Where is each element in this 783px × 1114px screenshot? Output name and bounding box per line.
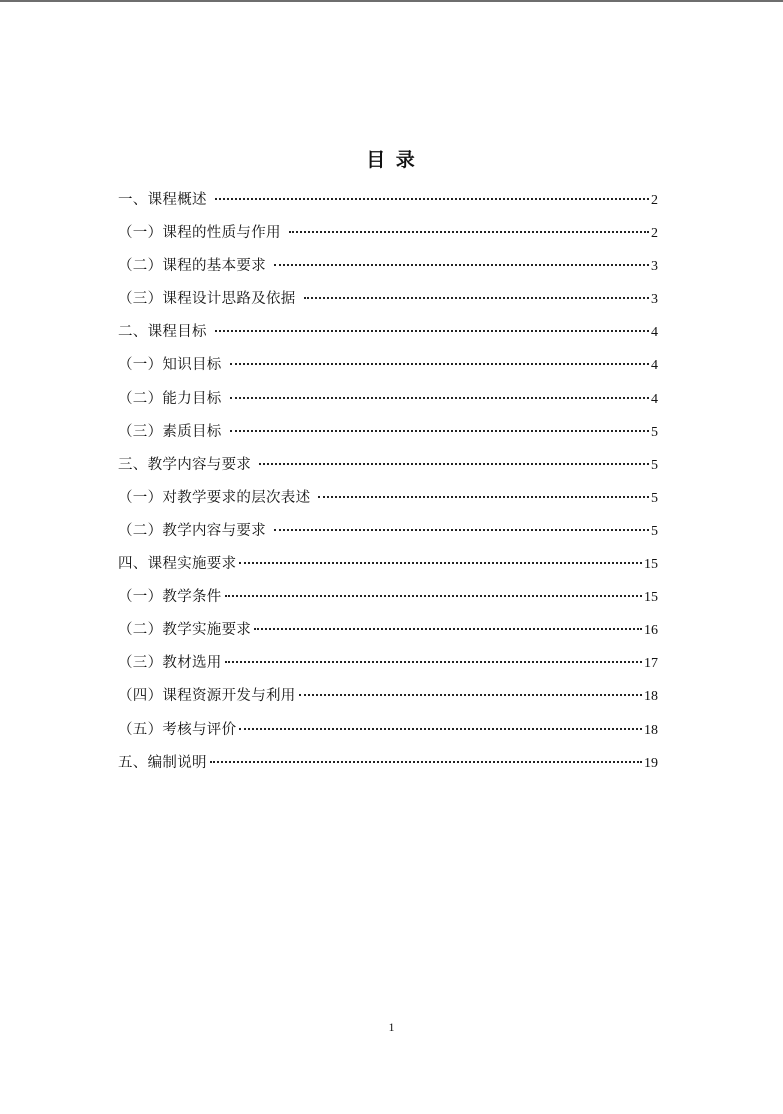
toc-entry[interactable] — [118, 252, 658, 285]
toc-entry-label: （三）教材选用 — [118, 655, 222, 672]
toc-dot-leader — [230, 430, 649, 432]
toc-entry-page-number: 4 — [651, 391, 658, 407]
toc-entry-page-number: 3 — [651, 259, 658, 275]
toc-entry-page-number: 5 — [651, 457, 658, 473]
toc-entry-label: 五、编制说明 — [118, 754, 207, 771]
toc-dot-leader — [239, 728, 642, 730]
toc-entry-page-number: 2 — [651, 226, 658, 242]
toc-entry-label: 一、课程概述 — [118, 192, 207, 208]
toc-entry-label: （二）课程的基本要求 — [118, 258, 266, 275]
toc-entry-label: （一）课程的性质与作用 — [118, 225, 281, 242]
toc-entry[interactable] — [118, 517, 658, 550]
toc-dot-leader — [318, 496, 649, 498]
toc-entry-label: （二）教学实施要求 — [118, 622, 252, 639]
toc-dot-leader — [304, 297, 649, 299]
toc-entry[interactable] — [118, 550, 658, 583]
toc-entry[interactable] — [118, 583, 658, 616]
toc-entry-label: （三）素质目标 — [118, 423, 222, 440]
toc-dot-leader — [254, 628, 642, 630]
toc-dot-leader — [215, 198, 649, 200]
toc-entry[interactable] — [118, 716, 658, 749]
toc-dot-leader — [289, 231, 649, 233]
toc-dot-leader — [274, 264, 649, 266]
toc-dot-leader — [215, 330, 649, 332]
toc-entry-page-number: 4 — [651, 325, 658, 341]
toc-entry-page-number: 4 — [651, 358, 658, 374]
toc-dot-leader — [225, 595, 642, 597]
toc-entry-page-number: 5 — [651, 523, 658, 539]
toc-entry[interactable] — [118, 219, 658, 252]
toc-entry-label: （一）教学条件 — [118, 589, 222, 606]
toc-entry-label: （一）知识目标 — [118, 357, 222, 374]
toc-entry-label: （四）课程资源开发与利用 — [118, 688, 296, 705]
toc-dot-leader — [239, 562, 642, 564]
toc-entry[interactable] — [118, 451, 658, 484]
toc-entry[interactable] — [118, 186, 658, 219]
toc-entry[interactable] — [118, 649, 658, 682]
toc-dot-leader — [274, 529, 649, 531]
toc-entry[interactable] — [118, 682, 658, 715]
toc-entry[interactable] — [118, 418, 658, 451]
toc-entry-label: 四、课程实施要求 — [118, 556, 237, 573]
toc-entry-label: 二、课程目标 — [118, 324, 207, 341]
toc-entry-page-number: 5 — [651, 490, 658, 506]
toc-entry-label: 三、教学内容与要求 — [118, 456, 252, 473]
toc-entry-page-number: 2 — [651, 193, 658, 208]
toc-entry-page-number: 15 — [644, 590, 658, 606]
toc-entry[interactable] — [118, 484, 658, 517]
toc-dot-leader — [230, 397, 649, 399]
toc-entry-page-number: 18 — [644, 722, 658, 738]
toc-entry[interactable] — [118, 616, 658, 649]
toc-entry-page-number: 18 — [644, 689, 658, 705]
toc-dot-leader — [225, 661, 642, 663]
toc-entry-label: （一）对教学要求的层次表述 — [118, 489, 311, 506]
toc-entry-page-number: 5 — [651, 424, 658, 440]
toc-entry-label: （二）能力目标 — [118, 390, 222, 407]
toc-entry-page-number: 3 — [651, 292, 658, 308]
toc-dot-leader — [299, 694, 642, 696]
toc-entry-page-number: 15 — [644, 557, 658, 573]
toc-dot-leader — [230, 363, 649, 365]
toc-entry[interactable] — [118, 285, 658, 318]
toc-entry[interactable] — [118, 385, 658, 418]
table-of-contents — [118, 186, 658, 782]
top-border-line — [0, 0, 783, 2]
toc-entry-page-number: 19 — [644, 755, 658, 771]
toc-entry[interactable] — [118, 749, 658, 782]
toc-dot-leader — [259, 463, 649, 465]
toc-entry-label: （二）教学内容与要求 — [118, 522, 266, 539]
toc-entry-label: （五）考核与评价 — [118, 721, 237, 738]
toc-entry-page-number: 16 — [644, 623, 658, 639]
toc-entry-label: （三）课程设计思路及依据 — [118, 291, 296, 308]
toc-entry-page-number: 17 — [644, 656, 658, 672]
toc-dot-leader — [210, 761, 642, 763]
toc-title: 目 录 — [366, 149, 417, 171]
toc-entry[interactable] — [118, 318, 658, 351]
footer-page-number: 1 — [388, 1020, 395, 1034]
toc-entry[interactable] — [118, 351, 658, 384]
